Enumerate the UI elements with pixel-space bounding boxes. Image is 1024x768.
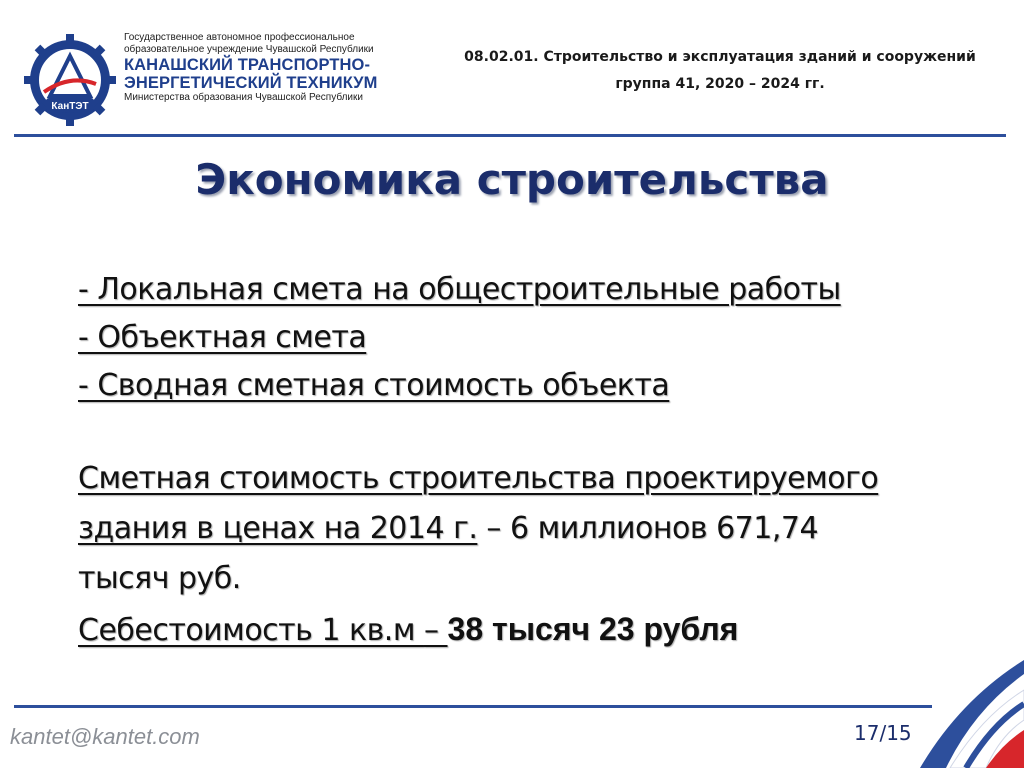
logo-text: КанТЭТ (51, 101, 89, 112)
organization-name (124, 32, 378, 104)
specialty-text: 08.02.01. Строительство и эксплуатация зданий и сооружений (464, 49, 976, 65)
cost-dash: – (477, 511, 510, 546)
unit-cost-dash: – (423, 613, 448, 648)
ministry-line: Министерства образования Чувашской Республики (124, 92, 363, 103)
slide-title: Экономика строительства (195, 155, 829, 204)
page-number: 17/15 (854, 721, 912, 745)
footer-divider (14, 705, 932, 708)
org-line: Государственное автономное профессиональное (124, 32, 355, 43)
cost-summary (78, 454, 978, 656)
college-logo (24, 34, 116, 126)
unit-cost-value: 38 тысяч 23 рубля (447, 611, 739, 647)
course-info (420, 44, 1020, 98)
college-name: КАНАШСКИЙ ТРАНСПОРТНО- (124, 56, 371, 74)
list-item: - Локальная смета на общестроительные работы (78, 272, 841, 307)
flag-swoosh-icon (900, 660, 1024, 768)
unit-cost-line (78, 604, 978, 656)
header-divider (14, 134, 1006, 137)
org-line: образовательное учреждение Чувашской Республики (124, 44, 374, 55)
unit-cost-label: Себестоимость 1 кв.м (78, 613, 424, 648)
document-list (78, 266, 978, 410)
cost-line: тысяч руб. (78, 561, 241, 596)
group-text: группа 41, 2020 – 2024 гг. (615, 76, 825, 92)
cost-line: Сметная стоимость строительства проектируемого (78, 461, 879, 496)
list-item: - Сводная сметная стоимость объекта (78, 368, 670, 403)
cost-line (78, 504, 978, 554)
list-item: - Объектная смета (78, 320, 367, 355)
contact-email[interactable]: kantet@kantet.com (10, 724, 200, 749)
cost-label: здания в ценах на 2014 г. (78, 511, 478, 546)
college-name: ЭНЕРГЕТИЧЕСКИЙ ТЕХНИКУМ (124, 74, 378, 92)
cost-value: 6 миллионов 671,74 (509, 511, 819, 546)
